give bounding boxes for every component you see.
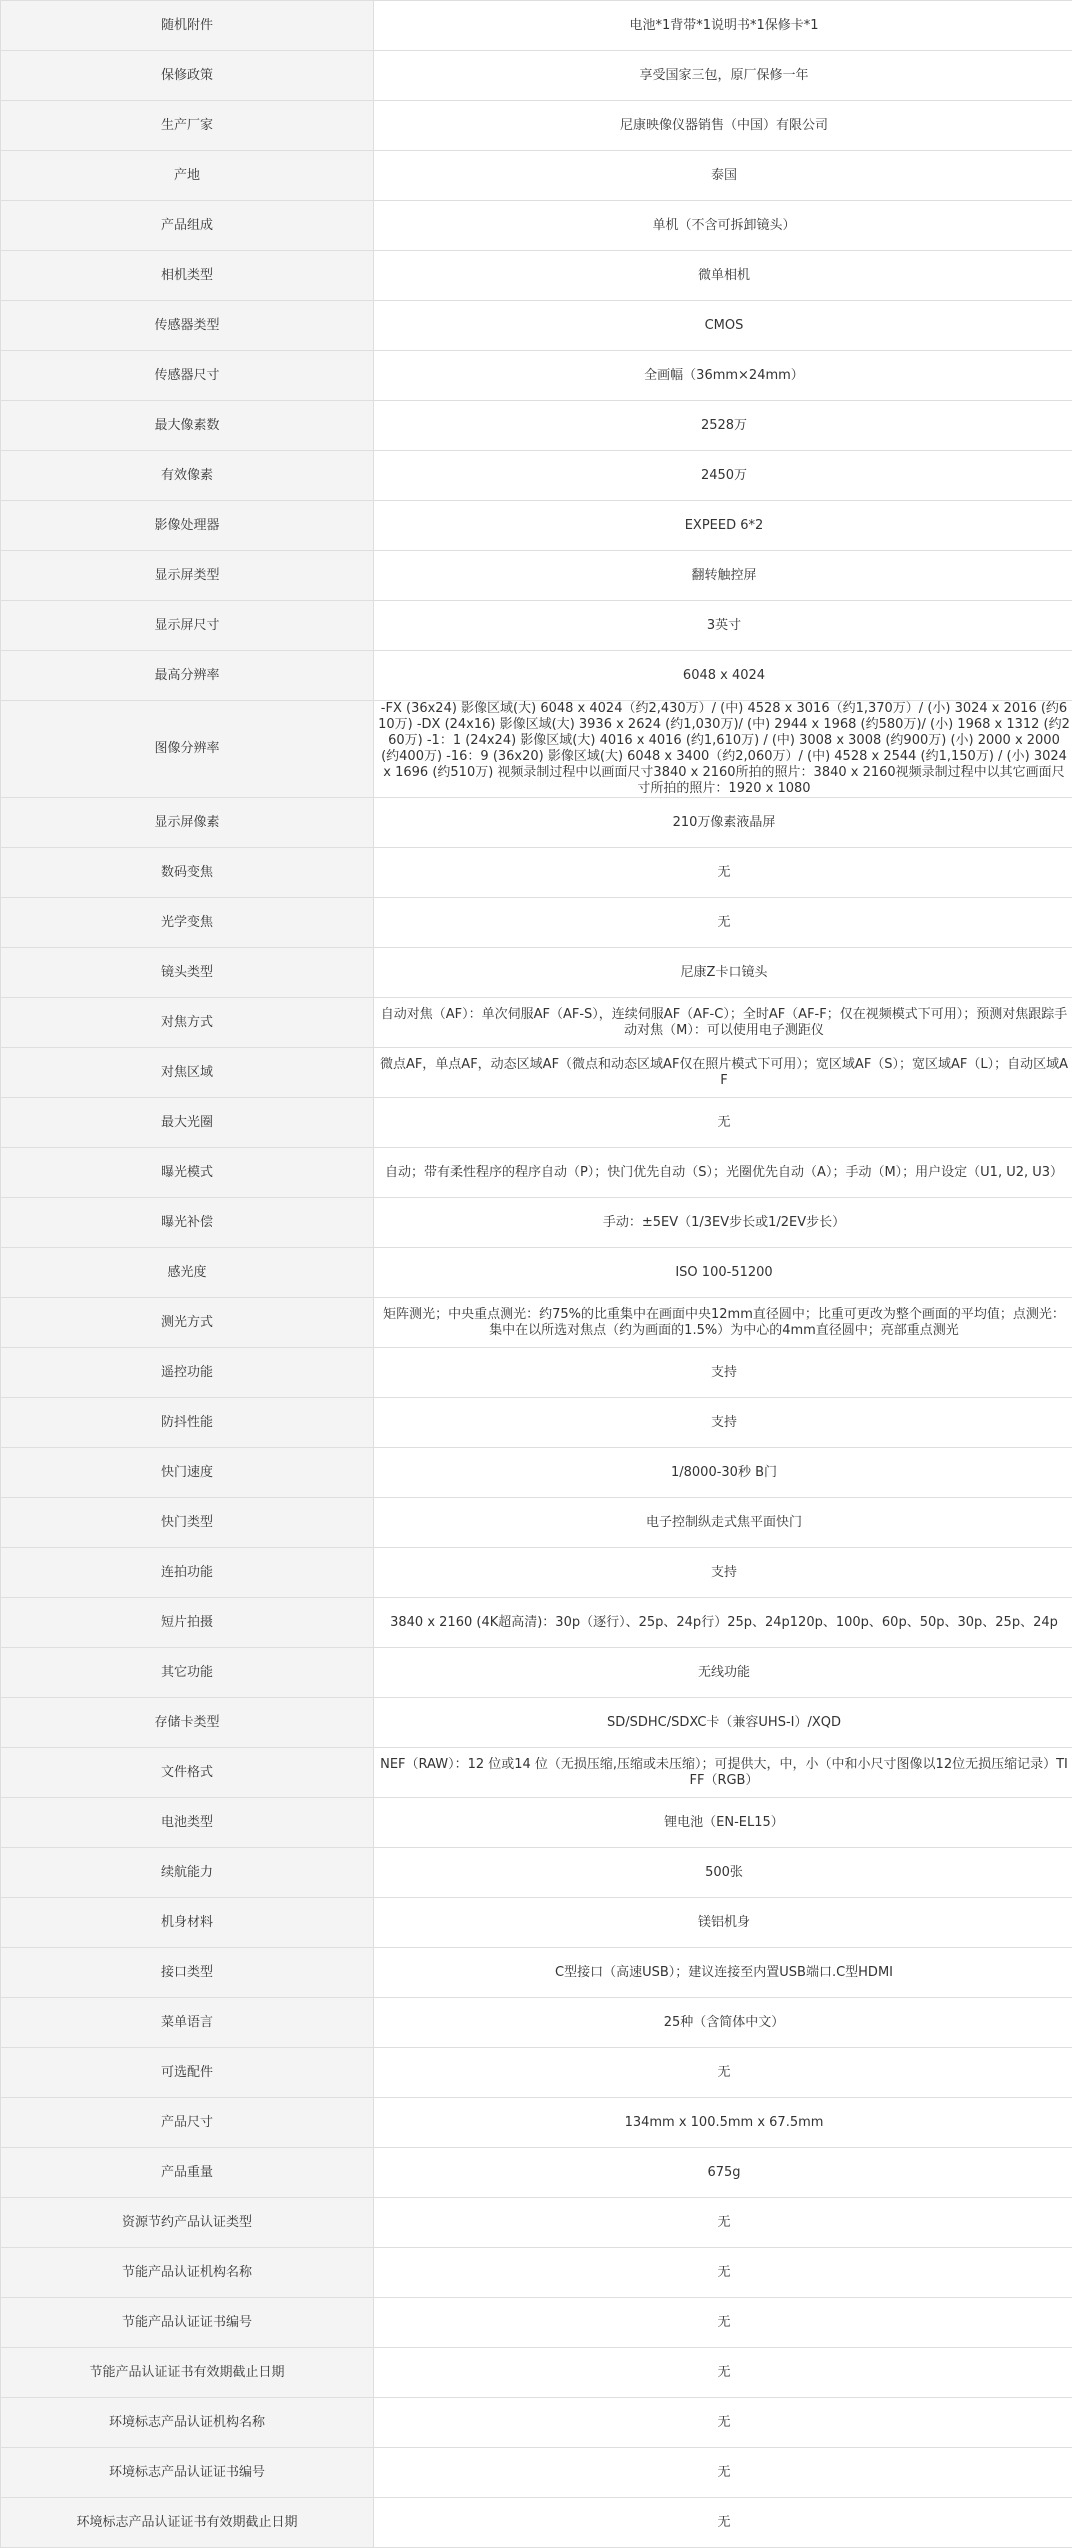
spec-row [1,651,1072,701]
spec-key: 保修政策 [1,51,374,101]
spec-key: 相机类型 [1,251,374,301]
spec-row [1,1798,1072,1848]
spec-value: 无 [374,2048,1072,2098]
spec-key: 测光方式 [1,1298,374,1348]
spec-row [1,2448,1072,2498]
spec-row [1,1948,1072,1998]
spec-row [1,1048,1072,1098]
spec-value: 无 [374,2498,1072,2548]
spec-value: EXPEED 6*2 [374,501,1072,551]
spec-value: 支持 [374,1398,1072,1448]
spec-key: 对焦方式 [1,998,374,1048]
spec-value: 手动：±5EV（1/3EV步长或1/2EV步长） [374,1198,1072,1248]
spec-row [1,151,1072,201]
spec-value: 3840 x 2160 (4K超高清)：30p（逐行）、25p、24p行）25p、24p120p、100p、60p、50p、30p、25p、24p [374,1598,1072,1648]
spec-row [1,798,1072,848]
spec-value: 675g [374,2148,1072,2198]
spec-value: 自动；带有柔性程序的程序自动（P）；快门优先自动（S）；光圈优先自动（A）；手动（M）；用户设定（U1, U2, U3） [374,1148,1072,1198]
spec-value: 锂电池（EN-EL15） [374,1798,1072,1848]
spec-value: 134mm x 100.5mm x 67.5mm [374,2098,1072,2148]
spec-key: 镜头类型 [1,948,374,998]
spec-value: 500张 [374,1848,1072,1898]
spec-value: 尼康Z卡口镜头 [374,948,1072,998]
spec-value: 支持 [374,1348,1072,1398]
spec-key: 曝光补偿 [1,1198,374,1248]
spec-value: 单机（不含可拆卸镜头） [374,201,1072,251]
spec-value: 无 [374,2198,1072,2248]
spec-value: 矩阵测光；中央重点测光：约75%的比重集中在画面中央12mm直径圆中；比重可更改为整个画面的平均值；点测光：集中在以所选对焦点（约为画面的1.5%）为中心的4mm直径圆中；亮部重点测光 [374,1298,1072,1348]
spec-row [1,1,1072,51]
spec-row [1,2398,1072,2448]
spec-row [1,2298,1072,2348]
spec-key: 对焦区域 [1,1048,374,1098]
spec-key: 有效像素 [1,451,374,501]
spec-key: 曝光模式 [1,1148,374,1198]
spec-key: 产品尺寸 [1,2098,374,2148]
spec-row [1,451,1072,501]
spec-row [1,1598,1072,1648]
spec-key: 节能产品认证证书有效期截止日期 [1,2348,374,2398]
spec-value: 镁铝机身 [374,1898,1072,1948]
spec-row [1,1898,1072,1948]
spec-key: 传感器尺寸 [1,351,374,401]
spec-value: 无 [374,848,1072,898]
spec-row [1,2348,1072,2398]
spec-row [1,601,1072,651]
spec-key: 连拍功能 [1,1548,374,1598]
spec-row [1,2198,1072,2248]
spec-key: 环境标志产品认证机构名称 [1,2398,374,2448]
spec-key: 资源节约产品认证类型 [1,2198,374,2248]
spec-value: 3英寸 [374,601,1072,651]
spec-key: 生产厂家 [1,101,374,151]
spec-row [1,1248,1072,1298]
spec-key: 环境标志产品认证证书有效期截止日期 [1,2498,374,2548]
spec-key: 续航能力 [1,1848,374,1898]
spec-value: 1/8000-30秒 B门 [374,1448,1072,1498]
spec-value: 自动对焦（AF）：单次伺服AF（AF-S），连续伺服AF（AF-C）；全时AF（AF-F；仅在视频模式下可用）；预测对焦跟踪手动对焦（M）：可以使用电子测距仪 [374,998,1072,1048]
spec-row [1,948,1072,998]
spec-key: 显示屏类型 [1,551,374,601]
spec-key: 传感器类型 [1,301,374,351]
spec-row [1,2498,1072,2548]
spec-value: 无 [374,2448,1072,2498]
spec-key: 最高分辨率 [1,651,374,701]
spec-row [1,501,1072,551]
spec-value: 享受国家三包，原厂保修一年 [374,51,1072,101]
spec-key: 图像分辨率 [1,701,374,798]
spec-key: 最大光圈 [1,1098,374,1148]
spec-value: 25种（含简体中文） [374,1998,1072,2048]
spec-value: 无 [374,2348,1072,2398]
spec-row [1,51,1072,101]
spec-key: 菜单语言 [1,1998,374,2048]
spec-row [1,101,1072,151]
spec-key: 显示屏尺寸 [1,601,374,651]
spec-row [1,1748,1072,1798]
spec-row [1,401,1072,451]
spec-value: 支持 [374,1548,1072,1598]
spec-row [1,2248,1072,2298]
spec-value: 无 [374,2248,1072,2298]
spec-row [1,551,1072,601]
spec-key: 节能产品认证证书编号 [1,2298,374,2348]
spec-value: -FX (36x24) 影像区域(大) 6048 x 4024（约2,430万）/ (中) 4528 x 3016（约1,370万）/ (小) 3024 x 2016 (约610万) -DX (24x16) 影像区域(大) 3936 x 2624 (约1,030万)/ (中) 2944 x 1968 (约580万)/ (小) 1968 x 1312 (约260万) -1：1 (24x24) 影像区域(大) 4016 x 4016 (约1,610万) / (中) 3008 x 3008 (约900万) (小) 2000 x 2000 (约400万) -16：9 (36x20) 影像区域(大) 6048 x 3400（约2,060万）/ (中) 4528 x 2544 (约1,150万) / (小) 3024 x 1696 (约510万) 视频录制过程中以画面尺寸3840 x 2160所拍的照片：3840 x 2160视频录制过程中以其它画面尺寸所拍的照片：1920 x 1080 [374,701,1072,798]
spec-value: 无线功能 [374,1648,1072,1698]
spec-value: 电池*1背带*1说明书*1保修卡*1 [374,1,1072,51]
spec-key: 遥控功能 [1,1348,374,1398]
spec-row [1,1348,1072,1398]
spec-row [1,998,1072,1048]
spec-row [1,2148,1072,2198]
spec-value: 翻转触控屏 [374,551,1072,601]
spec-value: 无 [374,1098,1072,1148]
spec-key: 最大像素数 [1,401,374,451]
spec-value: 全画幅（36mm×24mm） [374,351,1072,401]
spec-table-body [1,1,1072,2548]
spec-value: 微单相机 [374,251,1072,301]
spec-row [1,1198,1072,1248]
spec-key: 其它功能 [1,1648,374,1698]
spec-key: 环境标志产品认证证书编号 [1,2448,374,2498]
spec-row [1,1298,1072,1348]
spec-value: NEF（RAW）：12 位或14 位（无损压缩,压缩或未压缩）；可提供大，中，小（中和小尺寸图像以12位无损压缩记录）TIFF（RGB） [374,1748,1072,1798]
spec-key: 节能产品认证机构名称 [1,2248,374,2298]
spec-row [1,2098,1072,2148]
spec-key: 可选配件 [1,2048,374,2098]
spec-key: 产地 [1,151,374,201]
spec-value: 无 [374,2398,1072,2448]
spec-key: 感光度 [1,1248,374,1298]
spec-value: 6048 x 4024 [374,651,1072,701]
spec-value: CMOS [374,301,1072,351]
spec-row [1,2048,1072,2098]
spec-row [1,1648,1072,1698]
spec-row [1,1448,1072,1498]
spec-key: 接口类型 [1,1948,374,1998]
spec-row [1,1698,1072,1748]
spec-value: SD/SDHC/SDXC卡（兼容UHS-I）/XQD [374,1698,1072,1748]
spec-row [1,1098,1072,1148]
spec-row [1,1848,1072,1898]
spec-value: 尼康映像仪器销售（中国）有限公司 [374,101,1072,151]
spec-key: 数码变焦 [1,848,374,898]
spec-row [1,1148,1072,1198]
spec-key: 快门类型 [1,1498,374,1548]
spec-key: 光学变焦 [1,898,374,948]
spec-row [1,701,1072,798]
spec-row [1,1548,1072,1598]
spec-value: 无 [374,2298,1072,2348]
spec-value: 电子控制纵走式焦平面快门 [374,1498,1072,1548]
spec-key: 机身材料 [1,1898,374,1948]
spec-value: 泰国 [374,151,1072,201]
spec-key: 影像处理器 [1,501,374,551]
spec-row [1,201,1072,251]
spec-row [1,301,1072,351]
spec-key: 存储卡类型 [1,1698,374,1748]
spec-key: 电池类型 [1,1798,374,1848]
spec-key: 随机附件 [1,1,374,51]
spec-row [1,1398,1072,1448]
spec-row [1,351,1072,401]
spec-key: 产品重量 [1,2148,374,2198]
spec-key: 文件格式 [1,1748,374,1798]
spec-key: 快门速度 [1,1448,374,1498]
spec-value: C型接口（高速USB）；建议连接至内置USB端口.C型HDMI [374,1948,1072,1998]
spec-key: 短片拍摄 [1,1598,374,1648]
spec-row [1,251,1072,301]
spec-value: 2528万 [374,401,1072,451]
spec-value: 2450万 [374,451,1072,501]
spec-key: 防抖性能 [1,1398,374,1448]
spec-value: 无 [374,898,1072,948]
spec-key: 产品组成 [1,201,374,251]
spec-value: 微点AF，单点AF，动态区域AF（微点和动态区域AF仅在照片模式下可用）；宽区域AF（S）；宽区域AF（L）；自动区域AF [374,1048,1072,1098]
spec-key: 显示屏像素 [1,798,374,848]
spec-row [1,1498,1072,1548]
spec-value: ISO 100-51200 [374,1248,1072,1298]
spec-row [1,898,1072,948]
spec-row [1,848,1072,898]
spec-value: 210万像素液晶屏 [374,798,1072,848]
spec-row [1,1998,1072,2048]
